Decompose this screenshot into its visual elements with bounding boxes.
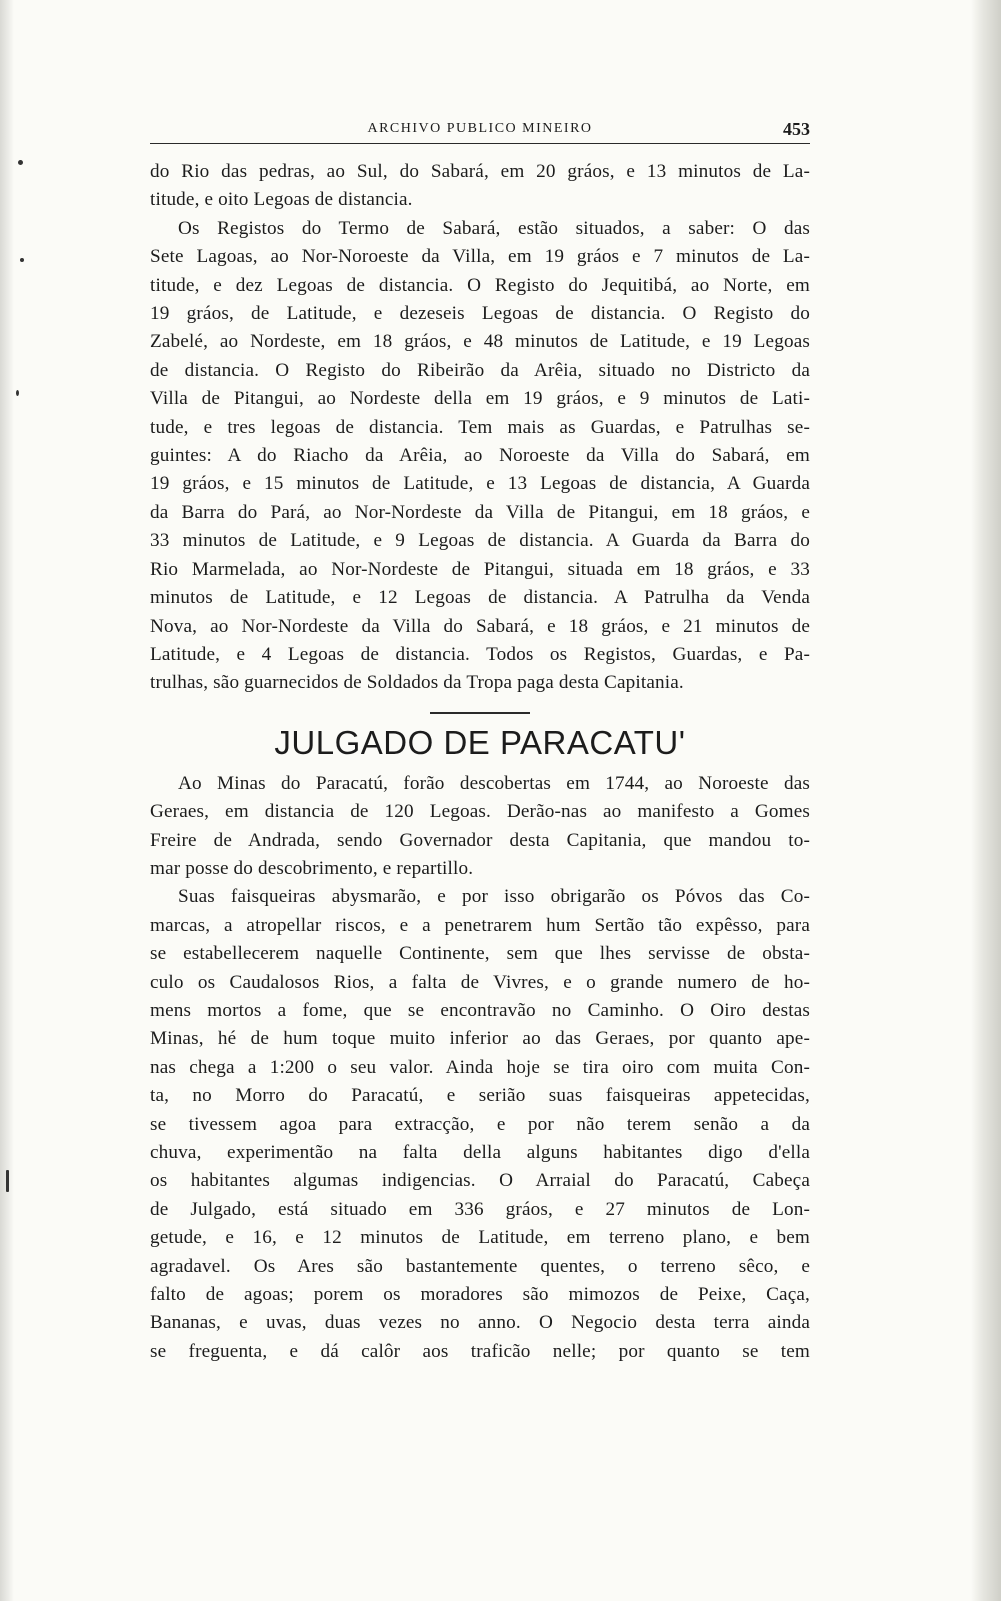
margin-speck [20,258,24,262]
text-line: Rio Marmelada, ao Nor-Nordeste de Pitangui, situada em 18 gráos, e 33 [150,558,810,580]
text-line: Nova, ao Nor-Nordeste da Villa do Sabará, e 18 gráos, e 21 minutos de [150,615,810,637]
text-line: Latitude, e 4 Legoas de distancia. Todos os Registos, Guardas, e Pa- [150,643,810,665]
text-line: Os Registos do Termo de Sabará, estão situados, a saber: O das [178,217,810,239]
section-divider [430,712,530,714]
text-line: chuva, experimentão na falta della alguns habitantes digo d'ella [150,1142,810,1163]
text-line: Villa de Pitangui, ao Nordeste della em 19 gráos, e 9 minutos de Lati- [150,388,810,410]
margin-speck [6,1170,9,1192]
text-line: agradavel. Os Ares são bastantemente quentes, o terreno sêco, e [150,1255,810,1277]
text-line: minutos de Latitude, e 12 Legoas de distancia. A Patrulha da Venda [150,587,810,609]
text-line: Sete Lagoas, ao Nor-Noroeste da Villa, em 19 gráos e 7 minutos de La- [150,246,810,268]
paragraph-registos [150,215,810,698]
text-line: Bananas, e uvas, duas vezes no anno. O Negocio desta terra ainda [150,1312,810,1334]
text-line: do Rio das pedras, ao Sul, do Sabará, em 20 gráos, e 13 minutos de La- [150,161,810,182]
text-line: tude, e tres legoas de distancia. Tem mais as Guardas, e Patrulhas se- [150,416,810,438]
text-line: Ao Minas do Paracatú, forão descobertas em 1744, ao Noroeste das [178,772,810,794]
page-number: 453 [783,119,810,139]
text-line: ta, no Morro do Paracatú, e serião suas faisqueiras appetecidas, [150,1085,810,1107]
text-line: de distancia. O Registo do Ribeirão da Arêia, situado no Districto da [150,359,810,381]
text-line: Geraes, em distancia de 120 Legoas. Derão-nas ao manifesto a Gomes [150,801,810,823]
text-line: Zabelé, ao Nordeste, em 18 gráos, e 48 minutos de Latitude, e 19 Legoas [150,331,810,353]
margin-speck [16,390,19,396]
text-line: trulhas, são guarnecidos de Soldados da Tropa paga desta Capitania. [150,672,684,694]
text-line: mar posse do descobrimento, e repartillo. [150,857,474,879]
running-header [150,115,810,144]
text-line: guintes: A do Riacho da Arêia, ao Noroeste da Villa do Sabará, em [150,445,810,467]
paragraph-continuation [150,158,810,215]
text-line: de Julgado, está situado em 336 gráos, e 27 minutos de Lon- [150,1198,810,1220]
text-line: titude, e dez Legoas de distancia. O Registo do Jequitibá, ao Norte, em [150,274,810,296]
text-line: 19 gráos, de Latitude, e dezeseis Legoas de distancia. O Registo do [150,303,810,325]
left-page-edge [0,0,14,1601]
text-line: titude, e oito Legoas de distancia. [150,189,413,211]
text-line: culo os Caudalosos Rios, a falta de Vivres, e o grande numero de ho- [150,971,810,993]
text-line: marcas, a atropellar riscos, e a penetrarem hum Sertão tão expêsso, para [150,914,810,936]
text-line: se freguenta, e dá calôr aos traficão nelle; por quanto se tem [150,1340,810,1362]
text-line: 19 gráos, e 15 minutos de Latitude, e 13 Legoas de distancia, A Guarda [150,473,810,495]
text-line: falto de agoas; porem os moradores são mimozos de Peixe, Caça, [150,1284,810,1306]
right-page-edge [971,0,1001,1601]
text-line: os habitantes algumas indigencias. O Arraial do Paracatú, Cabeça [150,1170,810,1192]
text-line: se tivessem agoa para extracção, e por não terem senão a da [150,1113,810,1135]
text-line: mens mortos a fome, que se encontravão no Caminho. O Oiro destas [150,999,810,1021]
section-heading: JULGADO DE PARACATU' [274,723,686,761]
margin-speck [18,160,23,165]
text-line: se estabellecerem naquelle Continente, sem que lhes servisse de obsta- [150,943,810,965]
running-title: ARCHIVO PUBLICO MINEIRO [367,121,593,136]
text-line: nas chega a 1:200 o seu valor. Ainda hoje se tira oiro com muita Con- [150,1056,810,1078]
text-line: getude, e 16, e 12 minutos de Latitude, em terreno plano, e bem [150,1227,810,1249]
paragraph-paracatu-intro [150,770,810,884]
document-page [150,115,810,1366]
text-line: Freire de Andrada, sendo Governador desta Capitania, que mandou to- [150,829,810,851]
text-line: Minas, hé de hum toque muito inferior ao das Geraes, por quanto ape- [150,1028,810,1050]
text-line: 33 minutos de Latitude, e 9 Legoas de distancia. A Guarda da Barra do [150,530,810,552]
paragraph-faisqueiras [150,883,810,1366]
text-line: da Barra do Pará, ao Nor-Nordeste da Villa de Pitangui, em 18 gráos, e [150,501,810,523]
text-line: Suas faisqueiras abysmarão, e por isso obrigarão os Póvos das Co- [178,886,810,908]
